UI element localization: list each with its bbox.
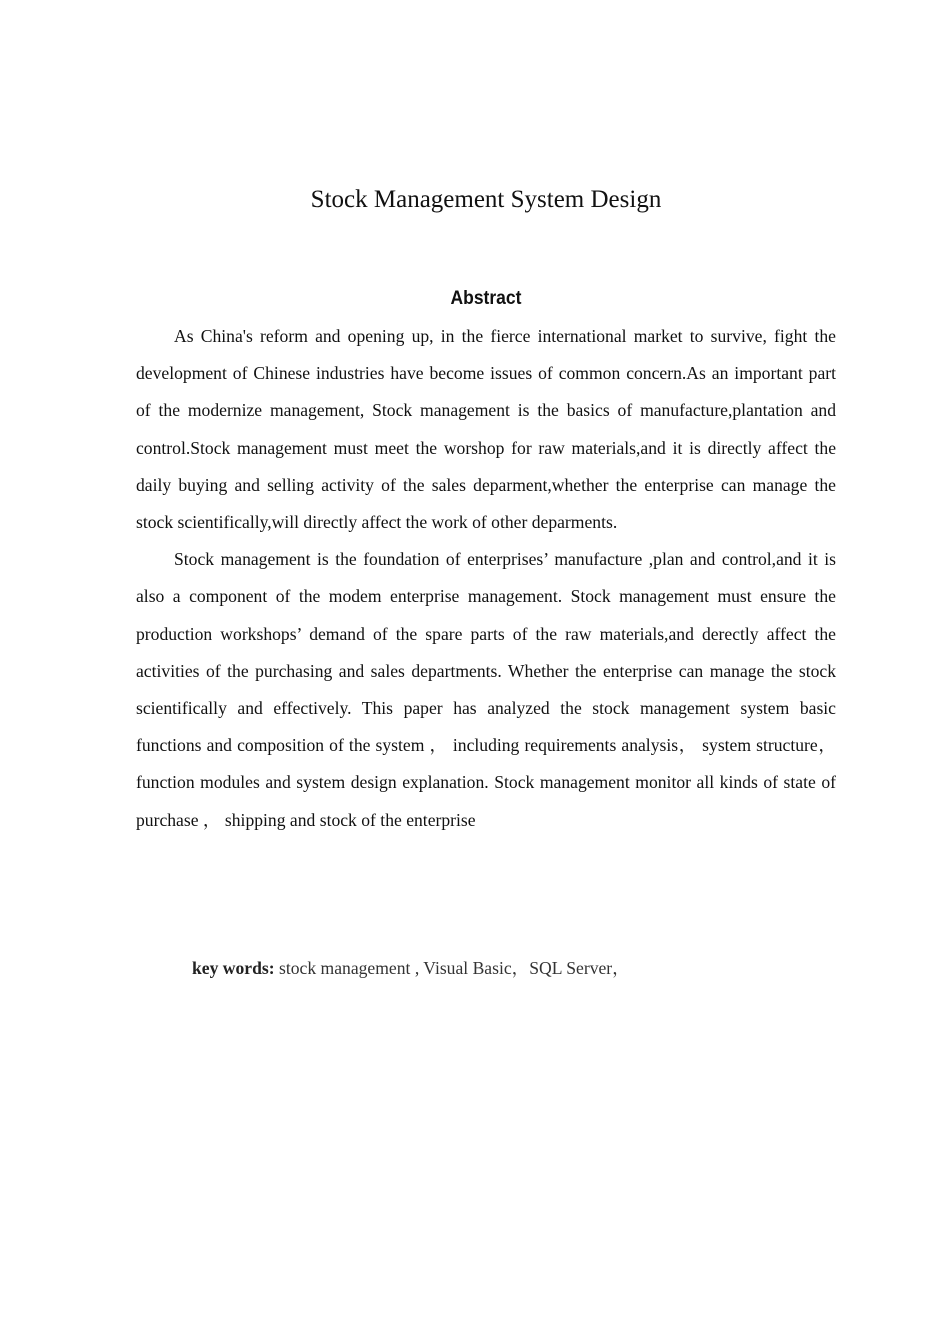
abstract-paragraph-1: As China's reform and opening up, in the fierce international market to survive, fight the development of Chinese industries have become issues of common concern.As an important part of the modernize management, Stock management is the basics of manufacture,plantation and control.Stock management must meet the worshop for raw materials,and it is directly affect the daily buying and selling activity of the sales deparment,whether the enterprise can manage the stock scientifically,will directly affect the work of other deparments. <box>136 326 836 533</box>
keywords-value: stock management , Visual Basic，SQL Server， <box>279 958 630 978</box>
keywords-label: key words: <box>192 958 279 978</box>
keywords-line <box>192 955 630 981</box>
abstract-body <box>136 318 836 839</box>
document-title: Stock Management System Design <box>310 186 662 213</box>
abstract-heading: Abstract <box>450 288 522 309</box>
abstract-paragraph-2: Stock management is the foundation of enterprises’ manufacture ,plan and control,and it is also a component of the modem enterprise management. Stock management must ensure the production workshops’ demand of the spare parts of the raw materials,and derectly affect the activities of the purchasing and sales departments. Whether the enterprise can manage the stock scientifically and effectively. This paper has analyzed the stock management system basic functions and composition of the system ， including requirements analysis， system structure， function modules and system design explanation. Stock management monitor all kinds of state of purchase ， shipping and stock of the enterprise <box>136 549 836 830</box>
